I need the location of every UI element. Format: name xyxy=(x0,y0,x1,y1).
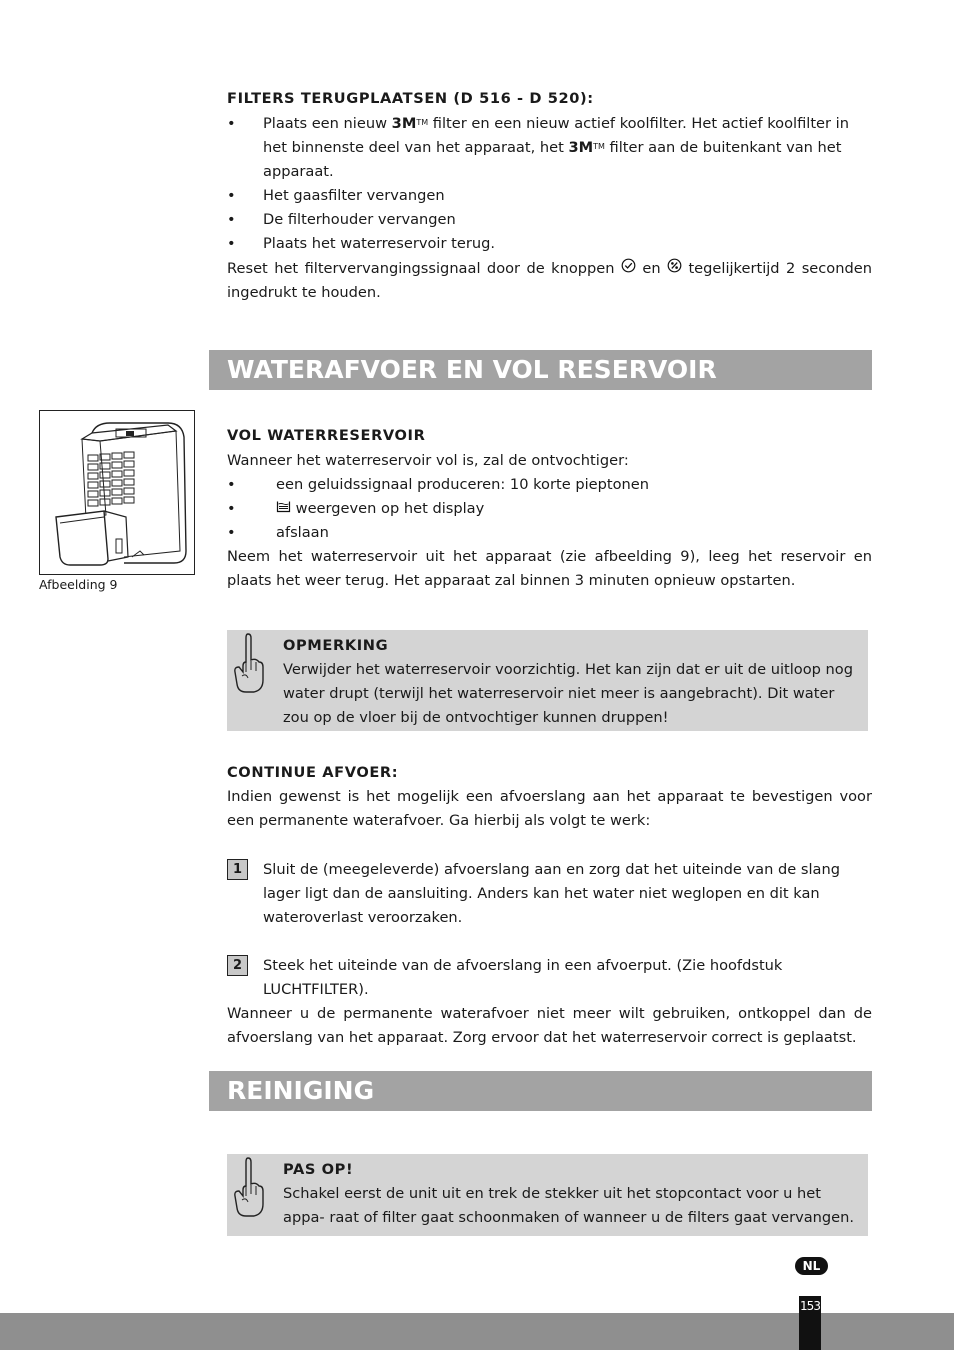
dehumidifier-figure xyxy=(39,410,195,575)
list-item: • Plaats een nieuw 3M™ filter en een nieuw actief koolfilter. Het actief koolfilter in het binnenste deel van het apparaat, het 3M™ filter aan de buitenkant van het apparaat. xyxy=(227,115,849,180)
list-item: • De filterhouder vervangen xyxy=(227,211,456,228)
continuous-intro: Indien gewenst is het mogelijk een afvoerslang aan het apparaat te bevestigen voor een permanente waterafvoer. Ga hierbij als volgt te werk: xyxy=(227,788,872,829)
tank-full-icon xyxy=(276,497,291,521)
section-title-reiniging: REINIGING xyxy=(209,1071,872,1111)
section-title-waterafvoer: WATERAFVOER EN VOL RESERVOIR xyxy=(209,350,872,390)
full-tank-heading: VOL WATERRESERVOIR xyxy=(227,427,426,444)
note-box xyxy=(227,630,868,731)
list-item: • een geluidssignaal produceren: 10 korte pieptonen xyxy=(227,476,650,493)
pointing-hand-icon xyxy=(232,632,266,704)
note-text: Verwijder het waterreservoir voorzichtig. Het kan zijn dat er uit de uitloop nog water drupt (terwijl het waterreservoir niet meer is aangebracht). Dit water zou op de vloer bij de ontvochtiger kunnen druppen! xyxy=(283,661,853,726)
warning-box xyxy=(227,1154,868,1236)
list-item: • Plaats het waterreservoir terug. xyxy=(227,235,495,252)
warning-heading: PAS OP! xyxy=(283,1161,354,1178)
list-item: • afslaan xyxy=(227,524,329,541)
figure-caption: Afbeelding 9 xyxy=(39,577,118,592)
dehumidifier-illustration xyxy=(40,411,194,574)
list-item: • weergeven op het display xyxy=(227,497,872,521)
full-tank-body: Neem het waterreservoir uit het apparaat (zie afbeelding 9), leeg het reservoir en plaats het weer terug. Het apparaat zal binnen 3 minuten opnieuw opstarten. xyxy=(227,548,872,589)
full-tank-list xyxy=(227,473,872,545)
continuous-outro: Wanneer u de permanente waterafvoer niet meer wilt gebruiken, ontkoppel dan de afvoerslang van het apparaat. Zorg ervoor dat het waterreservoir correct is geplaatst. xyxy=(227,1005,872,1046)
check-circle-icon xyxy=(621,257,636,281)
list-item: • Het gaasfilter vervangen xyxy=(227,187,445,204)
page-number: 153 xyxy=(799,1296,821,1350)
filters-heading: FILTERS TERUGPLAATSEN (D 516 - D 520): xyxy=(227,90,594,107)
full-tank-intro: Wanneer het waterreservoir vol is, zal de ontvochtiger: xyxy=(227,452,629,469)
brand-3m: 3M xyxy=(568,139,594,156)
continuous-heading: CONTINUE AFVOER: xyxy=(227,764,399,781)
reset-paragraph: Reset het filtervervangingssignaal door de knoppen en tegelijkertijd 2 seconden ingedrukt te houden. xyxy=(227,257,872,305)
step-2-text: Steek het uiteinde van de afvoerslang in een afvoerput. (Zie hoofdstuk LUCHTFILTER). xyxy=(263,957,783,998)
step-1-text: Sluit de (meegeleverde) afvoerslang aan en zorg dat het uiteinde van de slang lager ligt dan de aansluiting. Anders kan het water niet weglopen en dit kan wateroverlast veroorzaken. xyxy=(263,861,841,926)
warning-text: Schakel eerst de unit uit en trek de stekker uit het stopcontact voor u het appa- raat of filter gaat schoonmaken of wanneer u de filters gaat vervangen. xyxy=(283,1185,855,1226)
step-number-1: 1 xyxy=(227,859,248,880)
filters-list xyxy=(227,112,872,256)
language-badge: NL xyxy=(795,1257,828,1275)
pointing-hand-icon xyxy=(232,1156,266,1228)
brand-3m: 3M xyxy=(391,115,417,132)
percent-circle-icon xyxy=(667,257,682,281)
note-heading: OPMERKING xyxy=(283,637,389,654)
step-number-2: 2 xyxy=(227,955,248,976)
